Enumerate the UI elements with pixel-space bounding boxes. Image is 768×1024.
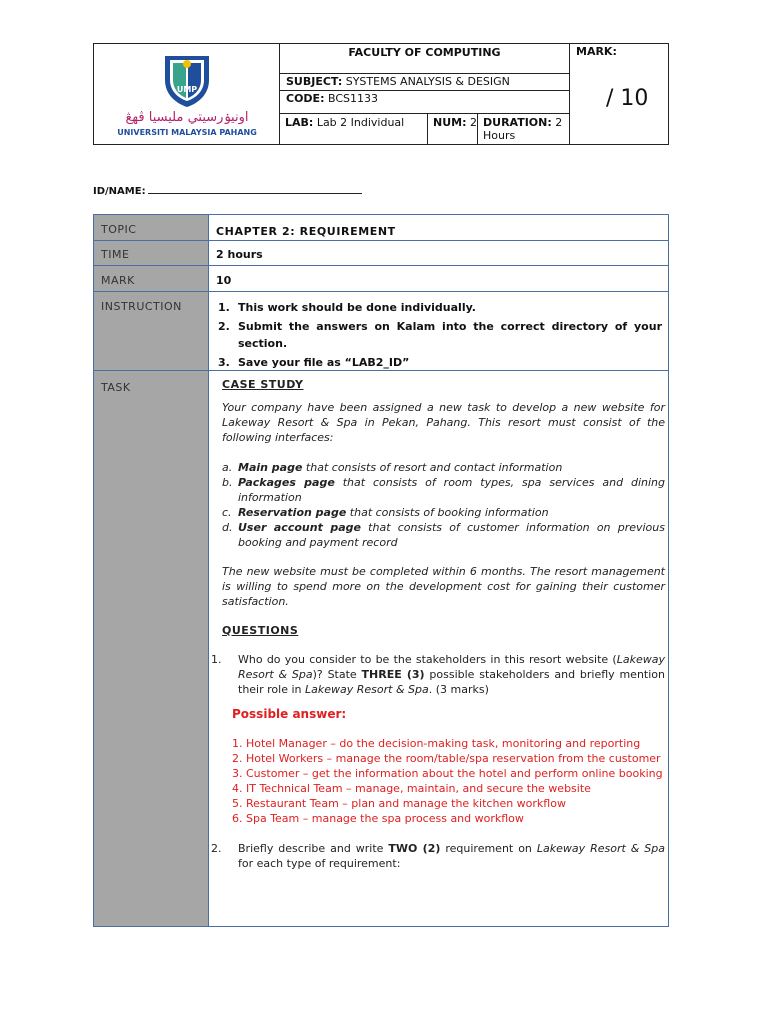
possible-answer-label: Possible answer: xyxy=(232,707,347,721)
num-cell xyxy=(428,114,478,144)
id-name-label: ID/NAME: xyxy=(93,186,146,197)
duration-label: DURATION: xyxy=(483,116,552,129)
questions-heading: QUESTIONS xyxy=(222,624,299,637)
ump-shield-logo-icon xyxy=(163,54,211,108)
faculty-title: FACULTY OF COMPUTING xyxy=(280,44,569,74)
task-table xyxy=(93,214,669,927)
subject-row xyxy=(280,74,569,91)
id-name-blank-line xyxy=(148,184,362,194)
lab-cell xyxy=(280,114,428,144)
university-logo-cell xyxy=(94,44,280,144)
mark-total: / 10 xyxy=(606,86,649,111)
answer-item: 2. Hotel Workers – manage the room/table/spa reservation from the customer xyxy=(232,752,661,765)
duration-value: 2 Hours xyxy=(483,116,563,142)
task-content xyxy=(211,377,665,871)
question-1: 1. Who do you consider to be the stakeholders in this resort website (Lakeway Resort & Spa)? State THREE (3) possible stakeholders and briefly mention their role in Lakeway Resort & Spa. (3 marks) xyxy=(211,653,665,696)
subject-value: SYSTEMS ANALYSIS & DESIGN xyxy=(345,75,510,88)
answer-list xyxy=(232,736,665,826)
code-label: CODE: xyxy=(286,92,325,105)
instruction-list xyxy=(216,299,662,371)
mark-label: MARK: xyxy=(576,45,617,58)
answer-item: 4. IT Technical Team – manage, maintain, and secure the website xyxy=(232,782,591,795)
question-2: 2. Briefly describe and write TWO (2) requirement on Lakeway Resort & Spa for each type of requirement: xyxy=(211,842,665,870)
mark-row-label: MARK xyxy=(101,274,135,287)
topic-label: TOPIC xyxy=(101,223,137,236)
course-info-cell xyxy=(280,44,570,144)
case-study-note: The new website must be completed within 6 months. The resort management is willing to spend more on the development cost for gaining their customer satisfaction. xyxy=(222,565,665,608)
instruction-item: 1. This work should be done individually. xyxy=(218,301,476,314)
instruction-item: 3. Save your file as “LAB2_ID” xyxy=(218,356,410,369)
lab-value: Lab 2 Individual xyxy=(316,116,405,129)
interface-item: a. Main page that consists of resort and contact information xyxy=(222,461,563,474)
duration-cell xyxy=(478,114,570,144)
answer-item: 3. Customer – get the information about the hotel and perform online booking xyxy=(232,767,663,780)
mark-row-value: 10 xyxy=(216,274,232,287)
answer-item: 5. Restaurant Team – plan and manage the kitchen workflow xyxy=(232,797,566,810)
interface-item: d. User account page that consists of customer information on previous booking and payment record xyxy=(222,521,665,549)
mark-cell xyxy=(570,44,668,144)
interface-item: b. Packages page that consists of room types, spa services and dining information xyxy=(222,476,665,504)
answer-item: 6. Spa Team – manage the spa process and workflow xyxy=(232,812,524,825)
answer-item: 1. Hotel Manager – do the decision-making task, monitoring and reporting xyxy=(232,737,641,750)
interface-item: c. Reservation page that consists of booking information xyxy=(222,506,549,519)
num-label: NUM: xyxy=(433,116,467,129)
id-name-field xyxy=(93,184,362,197)
label-column xyxy=(94,215,208,926)
university-name: UNIVERSITI MALAYSIA PAHANG xyxy=(117,128,257,137)
code-row xyxy=(280,91,569,114)
case-study-heading: CASE STUDY xyxy=(222,378,304,391)
task-label: TASK xyxy=(101,381,131,394)
interface-list xyxy=(222,460,665,550)
topic-value: CHAPTER 2: REQUIREMENT xyxy=(216,225,396,238)
code-value: BCS1133 xyxy=(327,92,378,105)
time-value: 2 hours xyxy=(216,248,263,261)
subject-label: SUBJECT: xyxy=(286,75,343,88)
time-label: TIME xyxy=(101,248,130,261)
logo-text: UMP xyxy=(176,85,198,94)
university-arabic-name: اونيۏرسيتي مليسيا ڤهڠ xyxy=(125,110,249,125)
instruction-item: 2. Submit the answers on Kalam into the correct directory of your section. xyxy=(218,320,662,350)
num-value: 2 xyxy=(469,116,477,129)
instruction-label: INSTRUCTION xyxy=(101,300,182,313)
lab-label: LAB: xyxy=(285,116,314,129)
lab-row xyxy=(280,114,569,144)
header-table xyxy=(93,43,669,145)
case-study-intro: Your company have been assigned a new task to develop a new website for Lakeway Resort & Spa in Pekan, Pahang. This resort must consist of the following interfaces: xyxy=(222,401,665,444)
